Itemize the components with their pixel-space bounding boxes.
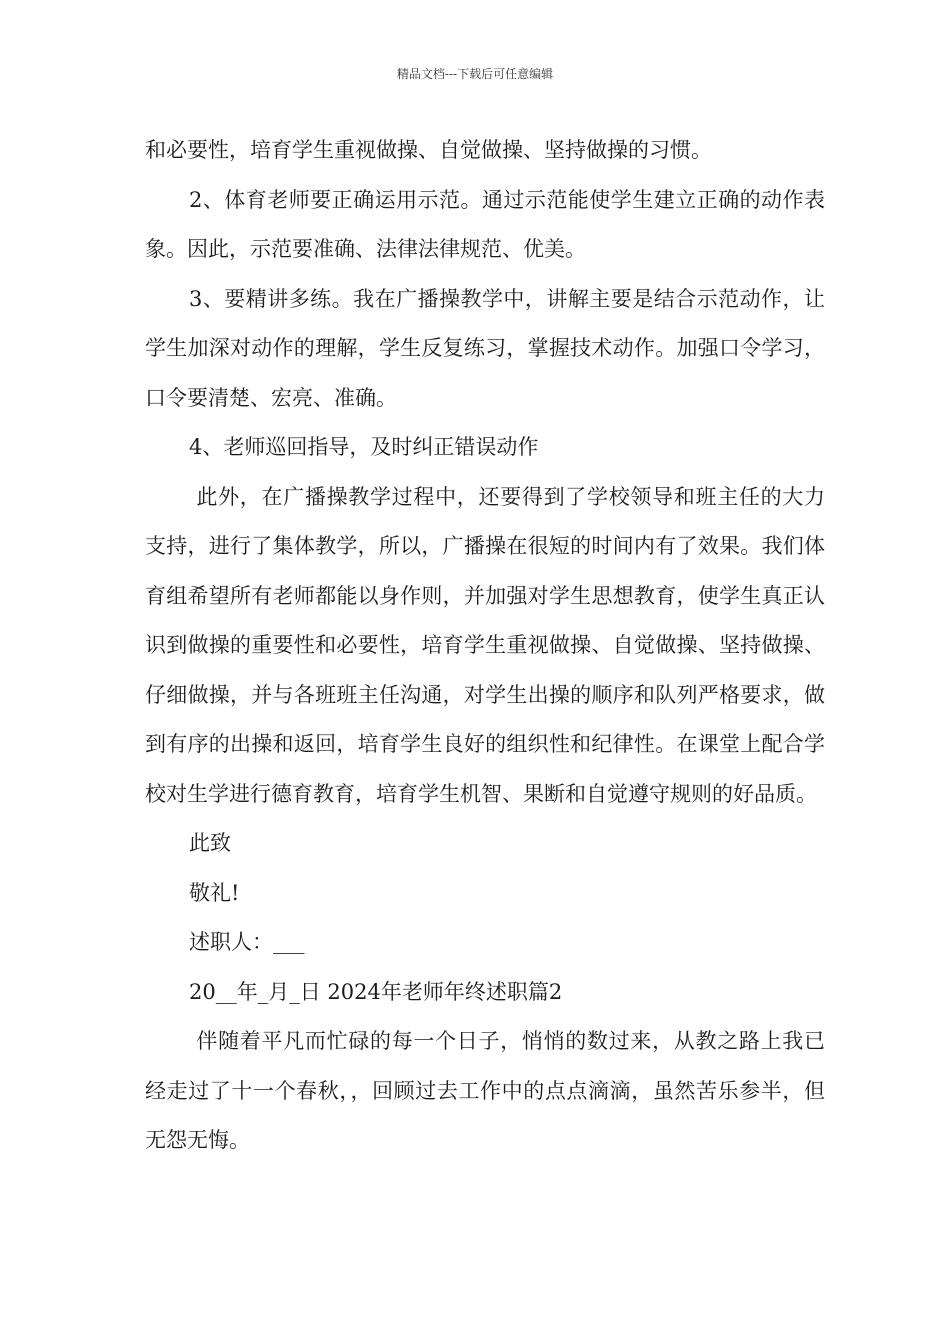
paragraph-summary: 此外，在广播操教学过程中，还要得到了学校领导和班主任的大力支持，进行了集体教学，所以，广播操在很短的时间内有了效果。我们体育组希望所有老师都能以身作则，并加强对学生思想教育，使学生真正认识到做操的重要性和必要性，培育学生重视做操、自觉做操、坚持做操、仔细做操，并与各班班主任沟通，对学生出操的顺序和队列严格要求，做到有序的出操和返回，培育学生良好的组织性和纪律性。在课堂上配合学校对生学进行德育教育，培育学生机智、果断和自觉遵守规则的好品质。 xyxy=(145,484,826,806)
reporter-signature-line: 述职人：___ xyxy=(189,930,305,954)
closing-regards: 敬礼! xyxy=(189,880,240,905)
paragraph-item-3: 3、要精讲多练。我在广播操教学中，讲解主要是结合示范动作，让学生加深对动作的理解，学生反复练习，掌握技术动作。加强口令学习，口令要清楚、宏亮、准确。 xyxy=(145,286,825,410)
date-and-section-title: 20__年_月_日 2024年老师年终述职篇2 xyxy=(189,979,563,1004)
paragraph-section-2-intro: 伴随着平凡而忙碌的每一个日子，悄悄的数过来，从教之路上我已经走过了十一个春秋，，回顾过去工作中的点点滴滴，虽然苦乐参半，但无怨无悔。 xyxy=(145,1029,826,1152)
paragraph-item-2: 2、体育老师要正确运用示范。通过示范能使学生建立正确的动作表象。因此，示范要准确、法律法律规范、优美。 xyxy=(145,187,825,261)
paragraph-continuation: 和必要性，培育学生重视做操、自觉做操、坚持做操的习惯。 xyxy=(145,138,712,162)
paragraph-item-4: 4、老师巡回指导，及时纠正错误动作 xyxy=(189,435,539,459)
document-body xyxy=(145,126,825,1166)
page-header: 精品文档---下载后可任意编辑 xyxy=(396,67,554,81)
closing-salutation: 此致 xyxy=(189,831,231,855)
